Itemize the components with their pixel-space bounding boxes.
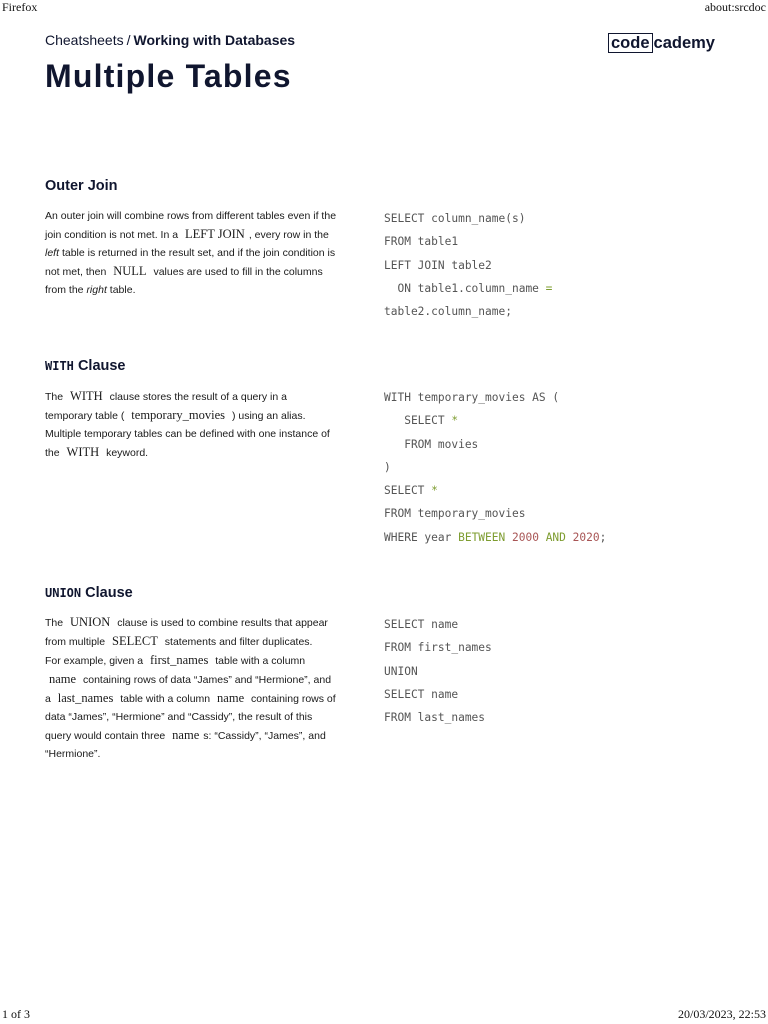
breadcrumb-separator: /: [126, 32, 131, 48]
inline-code: name: [172, 728, 200, 742]
desc-text: containing rows of data “James”, “Hermione” and “Cassidy”, the result of this query would contain three: [45, 693, 336, 742]
desc-text: table with a column: [120, 693, 211, 705]
outer-join-description: [45, 207, 337, 299]
page-title: Multiple Tables: [45, 58, 292, 94]
code-line: [384, 409, 606, 432]
print-header-url: about:srcdoc: [704, 0, 766, 14]
inline-code: name: [49, 672, 77, 686]
desc-text: containing rows of data “James” and “Hermione”, and a: [45, 674, 332, 705]
print-header-app: Firefox: [2, 0, 38, 14]
code-token: [505, 531, 512, 544]
inline-code: LEFT JOIN: [185, 227, 245, 241]
code-line: ): [384, 460, 391, 474]
desc-emphasis: right: [86, 284, 107, 296]
outer-join-code-block: [384, 207, 552, 323]
inline-code: UNION: [70, 615, 111, 629]
with-clause-code-block: [384, 386, 606, 549]
print-footer-date: 20/03/2023, 22:53: [677, 1007, 766, 1021]
logo-code-box: code: [608, 33, 653, 53]
code-token-number: 2000: [512, 530, 539, 544]
code-line: FROM table1: [384, 235, 459, 249]
code-line: FROM temporary_movies: [384, 507, 526, 521]
code-token-number: 2020: [572, 530, 600, 544]
code-token-keyword: BETWEEN: [458, 530, 506, 544]
desc-text: table with a column: [215, 655, 306, 667]
desc-text: For example, given a: [45, 655, 144, 667]
code-token-operator: *: [431, 484, 438, 498]
code-line: WITH temporary_movies AS (: [384, 391, 560, 404]
logo-cademy-text: cademy: [653, 33, 715, 52]
breadcrumb: [45, 32, 295, 48]
code-token-operator: =: [538, 281, 553, 295]
breadcrumb-cheatsheets-link[interactable]: Cheatsheets: [45, 32, 124, 48]
inline-code: temporary_movies: [131, 408, 226, 422]
code-token-operator: *: [451, 414, 459, 428]
desc-text: keyword.: [106, 447, 149, 459]
desc-emphasis: left: [45, 247, 60, 259]
code-line: FROM last_names: [384, 711, 486, 725]
inline-code: NULL: [113, 264, 147, 278]
section-title-code: UNION: [45, 586, 82, 600]
section-title-text: Clause: [85, 585, 133, 601]
desc-text: clause is used to combine results that appear from multiple: [45, 617, 328, 648]
code-line: SELECT name: [384, 618, 459, 631]
code-token: ON table1.column_name: [384, 281, 539, 295]
inline-code: WITH: [70, 389, 103, 403]
inline-code: WITH: [66, 445, 100, 459]
code-line: [384, 479, 606, 502]
desc-text: An outer join will combine rows from different tables even if the join condition is not met. In a: [45, 210, 337, 241]
desc-text: The: [45, 391, 64, 403]
inline-code: name: [217, 691, 245, 705]
print-footer-page: 1 of 3: [2, 1007, 30, 1021]
code-line: SELECT column_name(s): [384, 212, 526, 225]
code-line: LEFT JOIN table2: [384, 258, 492, 272]
union-clause-description: [45, 613, 337, 763]
section-title-with-clause: [45, 358, 126, 374]
desc-text: The: [45, 617, 64, 629]
desc-text: , every row in the: [248, 229, 329, 241]
code-line: [384, 526, 606, 549]
desc-text: values are used to fill in the columns from the: [45, 266, 323, 296]
code-token: SELECT: [384, 484, 432, 498]
breadcrumb-current[interactable]: Working with Databases: [133, 32, 296, 48]
union-clause-code-block: [384, 613, 492, 729]
desc-text: ) using an alias. Multiple temporary tables can be defined with one instance of the: [45, 410, 330, 459]
code-line: [384, 277, 552, 300]
code-line: FROM first_names: [384, 641, 492, 655]
code-line: SELECT name: [384, 687, 459, 701]
desc-text: table.: [109, 284, 136, 296]
inline-code: last_names: [57, 691, 114, 705]
inline-code: first_names: [149, 653, 209, 667]
code-line: FROM movies: [384, 437, 479, 451]
inline-code: SELECT: [112, 634, 158, 648]
desc-text: s: “Cassidy”, “James”, and “Hermione”.: [45, 730, 326, 760]
section-title-text: Clause: [77, 358, 126, 374]
section-title-code: WITH: [45, 359, 74, 373]
desc-text: table is returned in the result set, and if the join condition is not met, then: [45, 247, 336, 278]
desc-text: clause stores the result of a query in a temporary table (: [45, 391, 287, 422]
code-token: ;: [599, 530, 607, 544]
code-token-keyword: AND: [538, 530, 573, 544]
code-token: WHERE year: [384, 530, 459, 544]
code-line: UNION: [384, 664, 418, 678]
with-clause-description: [45, 387, 337, 462]
section-title-union-clause: [45, 585, 133, 601]
section-title-outer-join: Outer Join: [45, 178, 118, 194]
codecademy-logo[interactable]: [608, 32, 715, 54]
code-line: table2.column_name;: [384, 305, 512, 319]
code-token: SELECT: [384, 414, 452, 428]
desc-text: statements and filter duplicates.: [164, 636, 313, 648]
